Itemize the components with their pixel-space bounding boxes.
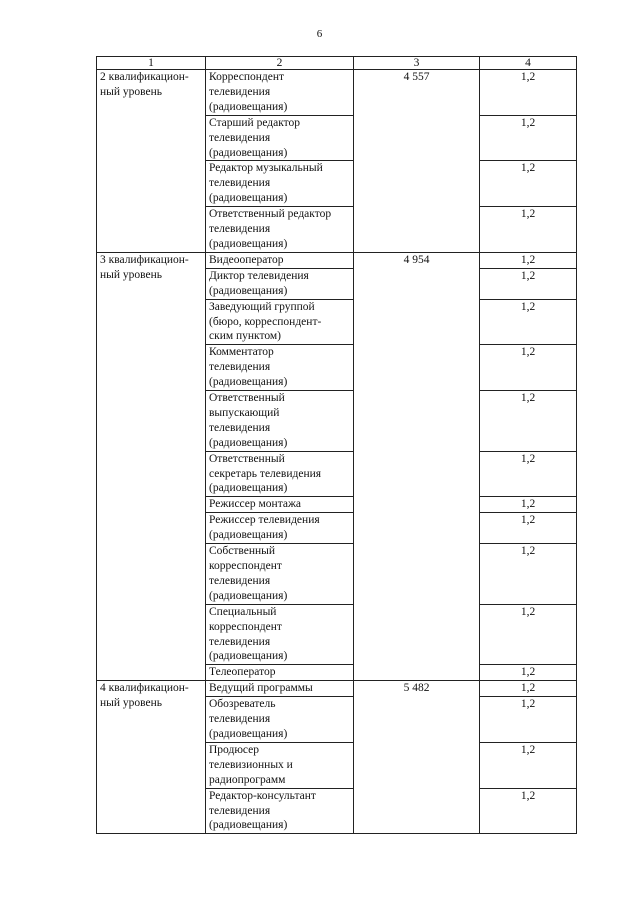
position-text: Собственный	[209, 545, 276, 558]
position-text: Редактор музыкальный	[209, 162, 323, 175]
position-text: радиопрограмм	[209, 773, 286, 786]
position-text: Старший редактор	[209, 116, 301, 129]
position-cell	[206, 513, 354, 544]
position-text: (радиовещания)	[209, 727, 288, 740]
position-text: Обозреватель	[209, 698, 276, 711]
position-text: телевидения	[209, 713, 271, 726]
position-cell	[206, 161, 354, 207]
position-text: телевидения	[209, 804, 271, 817]
table-header-row	[97, 57, 577, 70]
position-text: Ответственный	[209, 452, 285, 465]
coefficient-cell: 1,2	[480, 299, 577, 345]
position-text: Видеооператор	[209, 253, 284, 266]
table-body	[97, 57, 577, 834]
position-text: (радиовещания)	[209, 146, 288, 159]
position-text: ским пунктом)	[209, 330, 282, 343]
position-cell	[206, 252, 354, 268]
position-text: Ответственный редактор	[209, 208, 332, 221]
position-text: Режиссер телевидения	[209, 514, 320, 527]
position-text: (радиовещания)	[209, 436, 288, 449]
coefficient-cell: 1,2	[480, 252, 577, 268]
page-number: 6	[316, 28, 323, 40]
coefficient-cell: 1,2	[480, 604, 577, 665]
table-row	[97, 681, 577, 697]
position-cell	[206, 268, 354, 299]
position-text: телевизионных и	[209, 758, 293, 771]
coefficient-cell: 1,2	[480, 788, 577, 834]
position-cell	[206, 544, 354, 605]
coefficient-cell: 1,2	[480, 513, 577, 544]
position-text: телевидения	[209, 223, 271, 236]
position-text: корреспондент	[209, 620, 282, 633]
coefficient-cell: 1,2	[480, 268, 577, 299]
position-text: Ответственный	[209, 392, 285, 405]
position-text: Редактор-консультант	[209, 789, 316, 802]
position-text: (радиовещания)	[209, 819, 288, 832]
position-text: телевидения	[209, 635, 271, 648]
position-text: Ведущий программы	[209, 682, 313, 695]
position-text: (радиовещания)	[209, 529, 288, 542]
coefficient-cell: 1,2	[480, 742, 577, 788]
position-text: (радиовещания)	[209, 192, 288, 205]
position-cell	[206, 451, 354, 497]
qualification-level-cell	[97, 681, 206, 834]
position-cell	[206, 345, 354, 391]
position-text: секретарь телевидения	[209, 467, 322, 480]
salary-cell: 4 557	[354, 70, 480, 253]
position-text: (радиовещания)	[209, 284, 288, 297]
qualification-level-cell	[97, 252, 206, 680]
table-row	[97, 252, 577, 268]
qualification-level-text: ный уровень	[100, 268, 163, 281]
position-text: (радиовещания)	[209, 589, 288, 602]
position-cell	[206, 299, 354, 345]
table-row	[97, 70, 577, 116]
position-text: Диктор телевидения	[209, 269, 309, 282]
position-text: телевидения	[209, 85, 271, 98]
coefficient-cell: 1,2	[480, 681, 577, 697]
position-text: выпускающий	[209, 406, 280, 419]
position-text: корреспондент	[209, 560, 282, 572]
position-cell	[206, 681, 354, 697]
position-cell	[206, 665, 354, 681]
position-text: (радиовещания)	[209, 650, 288, 663]
position-text: (радиовещания)	[209, 376, 288, 389]
qualification-level-text: ный уровень	[100, 697, 163, 710]
position-cell	[206, 207, 354, 253]
coefficient-cell: 1,2	[480, 497, 577, 513]
coefficient-cell: 1,2	[480, 544, 577, 605]
coefficient-cell: 1,2	[480, 207, 577, 253]
coefficient-cell: 1,2	[480, 161, 577, 207]
coefficient-cell: 1,2	[480, 697, 577, 743]
position-text: (бюро, корреспондент-	[209, 315, 322, 328]
position-cell	[206, 604, 354, 665]
qualification-level-text: 3 квалификацион-	[100, 253, 189, 266]
header-cell-2: 2	[206, 57, 354, 70]
position-text: (радиовещания)	[209, 482, 288, 495]
qualification-table	[96, 56, 577, 834]
qualification-level-cell	[97, 70, 206, 253]
coefficient-cell: 1,2	[480, 70, 577, 116]
position-text: (радиовещания)	[209, 237, 288, 250]
qualification-level-text: ный уровень	[100, 85, 163, 98]
qualification-level-text: 4 квалификацион-	[100, 682, 189, 695]
position-cell	[206, 115, 354, 161]
coefficient-cell: 1,2	[480, 391, 577, 452]
position-text: Специальный	[209, 605, 277, 618]
position-text: Продюсер	[209, 743, 260, 756]
position-text: Телеоператор	[209, 666, 276, 679]
salary-cell: 5 482	[354, 681, 480, 834]
coefficient-cell: 1,2	[480, 451, 577, 497]
position-cell	[206, 697, 354, 743]
qualification-level-text: 2 квалификацион-	[100, 71, 189, 83]
position-text: Комментатор	[209, 346, 274, 359]
coefficient-cell: 1,2	[480, 115, 577, 161]
position-text: Корреспондент	[209, 71, 285, 83]
coefficient-cell: 1,2	[480, 345, 577, 391]
position-text: (радиовещания)	[209, 100, 288, 113]
position-cell	[206, 788, 354, 834]
position-text: Заведующий группой	[209, 300, 315, 313]
position-text: телевидения	[209, 131, 271, 144]
header-cell-3: 3	[354, 57, 480, 70]
position-cell	[206, 497, 354, 513]
position-cell	[206, 391, 354, 452]
header-cell-4: 4	[480, 57, 577, 70]
salary-cell: 4 954	[354, 252, 480, 680]
position-text: телевидения	[209, 421, 271, 434]
position-text: телевидения	[209, 574, 271, 587]
header-cell-1: 1	[97, 57, 206, 70]
position-cell	[206, 70, 354, 116]
position-text: телевидения	[209, 177, 271, 190]
position-text: Режиссер монтажа	[209, 498, 302, 511]
position-text: телевидения	[209, 361, 271, 374]
coefficient-cell: 1,2	[480, 665, 577, 681]
position-cell	[206, 742, 354, 788]
